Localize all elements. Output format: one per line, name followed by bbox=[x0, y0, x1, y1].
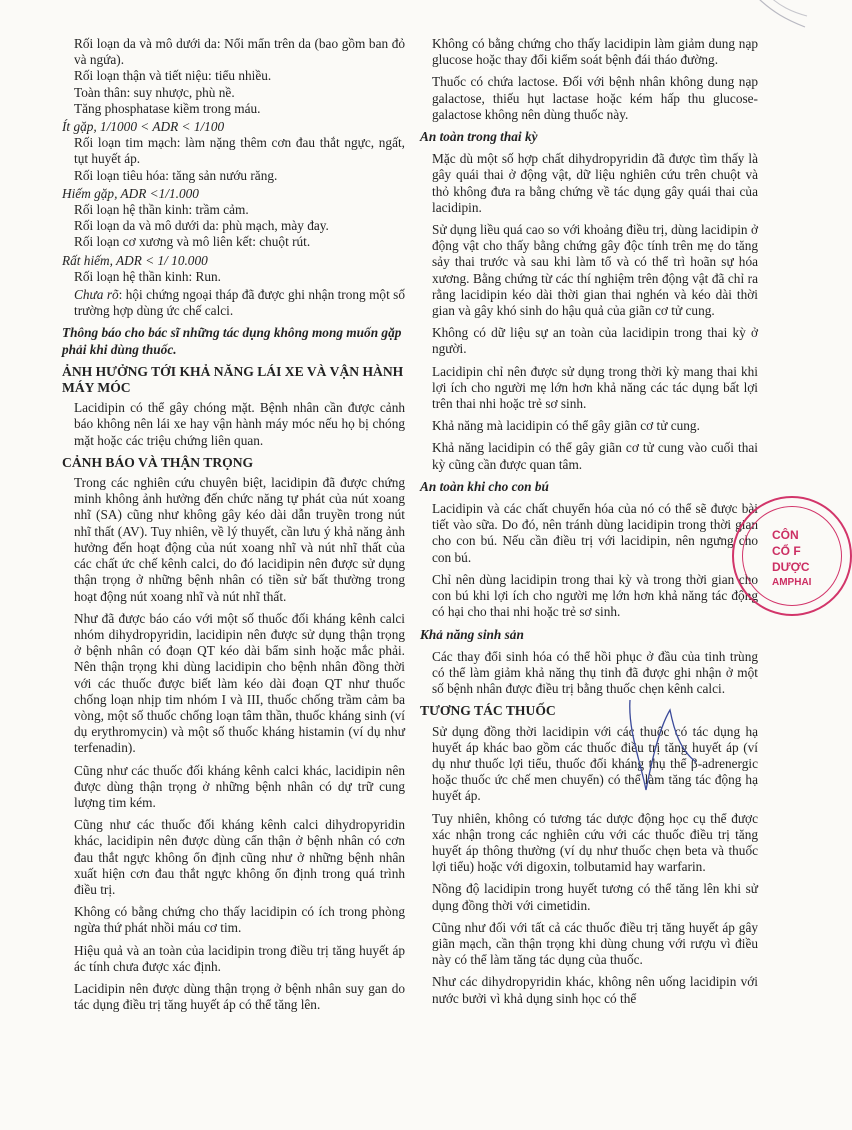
list-item: Rối loạn tiêu hóa: tăng sản nướu răng. bbox=[74, 167, 278, 183]
paragraph: Sử dụng đồng thời lacidipin với các thuốc có tác dụng hạ huyết áp khác bao gồm các thuốc điều trị tăng huyết áp (ví dụ như thuốc lợi tiểu, thuốc đối kháng thụ thể β-adrenergic hoặc thuốc ức chế men chuyển) có thể làm tăng tác động hạ huyết áp. bbox=[432, 723, 758, 804]
section-heading: TƯƠNG TÁC THUỐC bbox=[420, 703, 556, 719]
paragraph: Trong các nghiên cứu chuyên biệt, lacidipin đã được chứng minh không ảnh hưởng đến chức năng tự phát của nút xoang nhĩ (SA) cũng như không gây kéo dài dẫn truyền trong nút nhĩ thất (AV). Tuy nhiên, về lý thuyết, cần lưu ý khả năng ảnh hưởng đến hoạt động của nút xoang nhĩ và nút nhĩ thất của các chất ức chế kênh calci, do đó lacidipin nên được sử dụng thận trọng ở những bệnh nhân có tiền sử bất thường trong hoạt động nút xoang nhĩ và nút nhĩ thất. bbox=[74, 475, 405, 604]
paragraph: Nồng độ lacidipin trong huyết tương có thể tăng lên khi sử dụng đồng thời với cimetidin. bbox=[432, 881, 758, 913]
paragraph: Cũng như các thuốc đối kháng kênh calci dihydropyridin khác, lacidipin nên được dùng cẩn thận ở bệnh nhân có cơn đau thắt ngực không ổn định cũng như ở những bệnh nhân xuất hiện cơn đau thắt ngực không ổn định trong quá trình điều trị. bbox=[74, 817, 405, 897]
section-heading: ẢNH HƯỞNG TỚI KHẢ NĂNG LÁI XE VÀ VẬN HÀNH MÁY MÓC bbox=[62, 363, 404, 396]
stamp-line: AMPHAI bbox=[772, 577, 812, 588]
term-label: Chưa rõ bbox=[74, 287, 119, 303]
list-item: Tăng phosphatase kiềm trong máu. bbox=[74, 100, 261, 116]
section-heading: CẢNH BÁO VÀ THẬN TRỌNG bbox=[62, 454, 254, 470]
paragraph: Như các dihydropyridin khác, không nên uống lacidipin với nước bưởi vì khả dụng sinh học có thể bbox=[432, 974, 758, 1006]
paragraph: Không có dữ liệu sự an toàn của lacidipin trong thai kỳ ở người. bbox=[432, 325, 758, 357]
paragraph: Mặc dù một số hợp chất dihydropyridin đã được tìm thấy là gây quái thai ở động vật, dữ liệu nghiên cứu trên chuột và thỏ không đưa ra bằng chứng về tác dụng gây quái thai của lacidipin. bbox=[432, 151, 758, 215]
list-item: Rối loạn hệ thần kinh: Run. bbox=[74, 268, 221, 284]
stamp-line: CỔ F bbox=[772, 544, 801, 558]
paragraph: Các thay đổi sinh hóa có thể hồi phục ở đầu của tinh trùng có thể làm giảm khả năng thụ tinh đã được ghi nhận ở một số bệnh nhân được điều trị bằng thuốc chẹn kênh calci. bbox=[432, 648, 758, 697]
list-item: Rối loạn cơ xương và mô liên kết: chuột rút. bbox=[74, 234, 311, 250]
stamp-line: CÔN bbox=[772, 528, 799, 542]
subsection-heading: An toàn trong thai kỳ bbox=[420, 129, 538, 145]
subsection-heading: An toàn khi cho con bú bbox=[420, 478, 549, 494]
paragraph: Lacidipin có thể gây chóng mặt. Bệnh nhân cần được cảnh báo không nên lái xe hay vận hành máy móc nếu họ bị chóng mặt hoặc các triệu chứng liên quan. bbox=[74, 400, 405, 448]
paragraph: Chỉ nên dùng lacidipin trong thai kỳ và trong thời gian cho con bú khi lợi ích cho người mẹ lớn hơn khả năng tác động có hại cho thai nhi hoặc trẻ sơ sinh. bbox=[432, 571, 758, 620]
subsection-heading: Khả năng sinh sản bbox=[420, 626, 524, 642]
paragraph-text: : hội chứng ngoại tháp đã được ghi nhận trong một số trường hợp dùng ức chế calci. bbox=[74, 287, 405, 319]
paragraph bbox=[62, 287, 405, 319]
paragraph: Khả năng lacidipin có thể gây giãn cơ tử cung vào cuối thai kỳ cũng cần được quan tâm. bbox=[432, 440, 758, 472]
list-item: Toàn thân: suy nhược, phù nề. bbox=[74, 84, 235, 100]
paragraph: Thuốc có chứa lactose. Đối với bệnh nhân không dung nạp galactose, thiếu hụt lactase hoặc kém hấp thu glucose-galactose không nên dùng thuốc này. bbox=[432, 74, 758, 122]
list-item: Rối loạn da và mô dưới da: Nổi mẩn trên da (bao gồm ban đỏ và ngứa). bbox=[74, 36, 405, 68]
list-item: Rối loạn hệ thần kinh: trầm cảm. bbox=[74, 202, 249, 218]
list-item: Rối loạn thận và tiết niệu: tiểu nhiều. bbox=[74, 68, 272, 84]
paragraph: Cũng như các thuốc đối kháng kênh calci khác, lacidipin nên được dùng thận trọng ở những bệnh nhân có dự trữ cung lượng tim kém. bbox=[74, 762, 405, 810]
paragraph: Lacidipin và các chất chuyển hóa của nó có thể sẽ được bài tiết vào sữa. Do đó, nên tránh dùng lacidipin trong thời gian cho con bú. Nếu cần điều trị với lacidipin, nên ngưng cho con bú. bbox=[432, 501, 758, 565]
paragraph: Tuy nhiên, không có tương tác dược động học cụ thể được xác nhận trong các nghiên cứu với các thuốc điều trị tăng huyết áp thông thường (ví dụ như thuốc chẹn beta và thuốc lợi tiểu) hoặc với digoxin, tolbutamid hay warfarin. bbox=[432, 810, 758, 875]
paragraph: Lacidipin nên được dùng thận trọng ở bệnh nhân suy gan do tác dụng điều trị tăng huyết áp có thể tăng lên. bbox=[74, 980, 405, 1013]
paragraph: Lacidipin chỉ nên được sử dụng trong thời kỳ mang thai khi lợi ích cho người mẹ lớn hơn khả năng các tác dụng bất lợi trên thai nhi hoặc trẻ sơ sinh. bbox=[432, 363, 758, 412]
paragraph: Cũng như đối với tất cả các thuốc điều trị tăng huyết áp gây giãn mạch, cần thận trọng khi dùng chung với rượu vì điều này có thể làm tăng tác dụng của thuốc. bbox=[432, 919, 758, 968]
frequency-heading: Ít gặp, 1/1000 < ADR < 1/100 bbox=[62, 119, 225, 135]
paragraph: Sử dụng liều quá cao so với khoảng điều trị, dùng lacidipin ở động vật cho thấy bằng chứng gây độc tính trên mẹ do tăng sảy thai trước và sau khi làm tổ và có thể trì hoãn sự hóa xương. Bằng chứng từ các thí nghiệm trên động vật đã chỉ ra rằng lacidipin kéo dài thời gian thai nghén và kéo dài thời gian và gây khó sinh do hậu quả của giãn cơ tử cung. bbox=[432, 222, 758, 319]
paragraph: Không có bằng chứng cho thấy lacidipin làm giảm dung nạp glucose hoặc thay đổi kiểm soát bệnh đái tháo đường. bbox=[432, 36, 758, 68]
subsection-heading: Thông báo cho bác sĩ những tác dụng không mong muốn gặp phải khi dùng thuốc. bbox=[62, 325, 402, 357]
stamp-line: DƯỢC bbox=[772, 560, 810, 574]
list-item: Rối loạn da và mô dưới da: phù mạch, mày đay. bbox=[74, 218, 329, 234]
company-stamp bbox=[732, 496, 852, 616]
right-column bbox=[420, 36, 758, 1013]
paragraph: Như đã được báo cáo với một số thuốc đối kháng kênh calci nhóm dihydropyridin, lacidipin nên được sử dụng thận trọng ở bệnh nhân có đoạn QT kéo dài bẩm sinh hoặc mắc phải. Nên thận trọng khi dùng lacidipin cho bệnh nhân đồng thời với các thuốc được biết làm kéo dài đoạn QT như thuốc chống loạn nhịp tim nhóm I và III, thuốc chống trầm cảm ba vòng, một số thuốc chống loạn tâm thần, thuốc kháng sinh (ví dụ erythromycin) và một số thuốc kháng histamin (ví dụ như terfenadin). bbox=[74, 610, 405, 756]
paragraph: Khả năng mà lacidipin có thể gây giãn cơ tử cung. bbox=[432, 418, 700, 434]
left-column bbox=[62, 36, 405, 1019]
frequency-heading: Hiếm gặp, ADR <1/1.000 bbox=[62, 185, 199, 201]
frequency-heading: Rất hiếm, ADR < 1/ 10.000 bbox=[62, 252, 208, 268]
paragraph: Hiệu quả và an toàn của lacidipin trong điều trị tăng huyết áp ác tính chưa được xác định. bbox=[74, 942, 405, 974]
paragraph: Không có bằng chứng cho thấy lacidipin có ích trong phòng ngừa thứ phát nhồi máu cơ tim. bbox=[74, 904, 405, 936]
list-item: Rối loạn tim mạch: làm nặng thêm cơn đau thắt ngực, ngất, tụt huyết áp. bbox=[74, 135, 405, 167]
